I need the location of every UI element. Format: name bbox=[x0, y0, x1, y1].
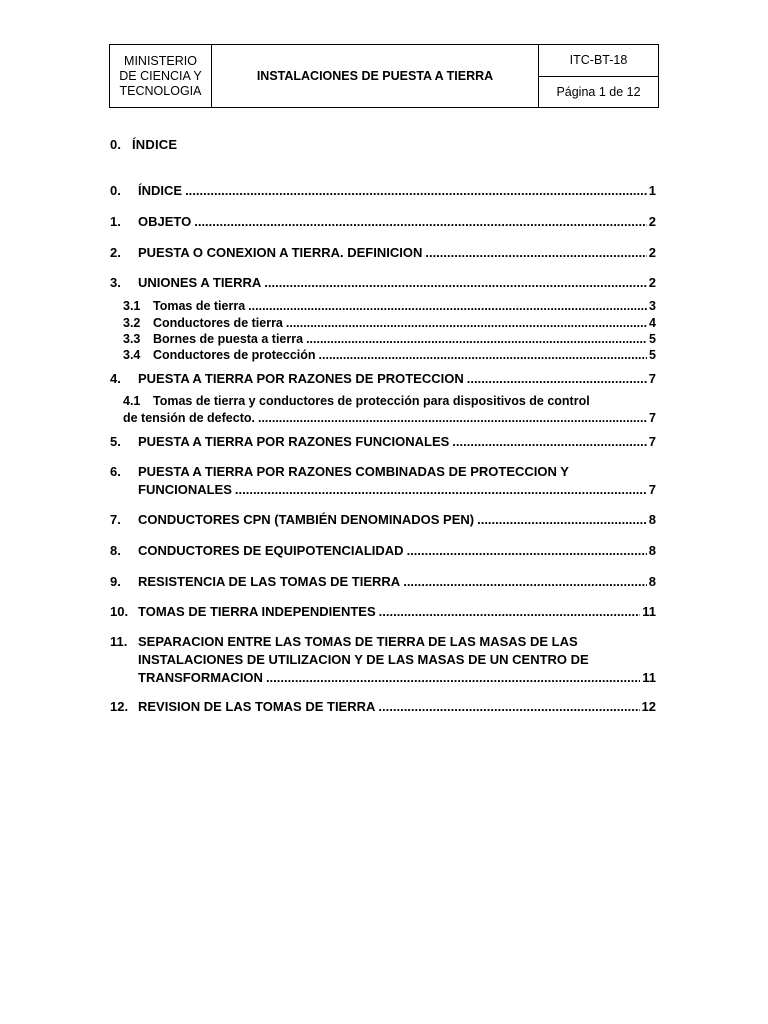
toc-entry[interactable] bbox=[110, 463, 656, 499]
toc-label: CONDUCTORES DE EQUIPOTENCIALIDAD bbox=[138, 543, 404, 558]
toc-label: TOMAS DE TIERRA INDEPENDIENTES bbox=[138, 604, 376, 619]
toc-page: 2 bbox=[648, 214, 656, 229]
toc-leader bbox=[378, 698, 639, 716]
toc-number: 6. bbox=[110, 464, 121, 479]
toc-label: Tomas de tierra bbox=[153, 299, 246, 313]
toc-leader bbox=[319, 347, 648, 364]
toc-label: SEPARACION ENTRE LAS TOMAS DE TIERRA DE LAS MASAS DE LAS bbox=[138, 634, 578, 649]
document-meta bbox=[539, 45, 658, 107]
toc-entry[interactable] bbox=[110, 573, 656, 591]
toc-page: 5 bbox=[649, 348, 656, 362]
toc-page: 12 bbox=[641, 699, 656, 714]
toc-number: 4.1 bbox=[123, 394, 141, 408]
toc-number: 0. bbox=[110, 183, 121, 198]
toc-leader bbox=[467, 370, 647, 388]
toc-entry[interactable] bbox=[110, 511, 656, 529]
toc-label: CONDUCTORES CPN (TAMBIÉN DENOMINADOS PEN) bbox=[138, 512, 475, 527]
toc-page: 2 bbox=[648, 245, 656, 260]
toc-page: 11 bbox=[642, 604, 656, 619]
toc-number: 5. bbox=[110, 434, 121, 449]
toc-page: 7 bbox=[648, 434, 656, 449]
toc-leader bbox=[235, 481, 647, 499]
toc-entry[interactable] bbox=[110, 603, 656, 621]
toc-number: 7. bbox=[110, 512, 121, 527]
toc-label: OBJETO bbox=[138, 214, 192, 229]
toc-label: Conductores de tierra bbox=[153, 316, 283, 330]
toc-leader bbox=[266, 669, 640, 687]
toc-number: 3.4 bbox=[123, 348, 141, 362]
toc-page: 8 bbox=[648, 574, 656, 589]
toc-entry[interactable] bbox=[110, 433, 656, 451]
toc-entry[interactable] bbox=[110, 182, 656, 200]
toc-leader bbox=[248, 298, 647, 315]
toc-number: 2. bbox=[110, 245, 121, 260]
toc-number: 3.3 bbox=[123, 332, 141, 346]
toc-page: 7 bbox=[649, 411, 656, 425]
toc-label: PUESTA A TIERRA POR RAZONES COMBINADAS DE PROTECCION Y bbox=[138, 464, 569, 479]
toc-number: 11. bbox=[110, 634, 128, 649]
toc-label: ÍNDICE bbox=[138, 183, 183, 198]
toc-entry[interactable] bbox=[110, 213, 656, 231]
toc-entry[interactable] bbox=[110, 542, 656, 560]
toc-entry[interactable] bbox=[110, 370, 656, 388]
page-indicator: Página 1 de 12 bbox=[556, 84, 641, 99]
toc-number: 9. bbox=[110, 574, 121, 589]
toc-number: 8. bbox=[110, 543, 121, 558]
toc-page: 2 bbox=[648, 275, 656, 290]
toc-label: PUESTA O CONEXION A TIERRA. DEFINICION bbox=[138, 245, 423, 260]
toc-leader bbox=[258, 410, 647, 427]
toc-leader bbox=[379, 603, 641, 621]
document-header bbox=[109, 44, 659, 108]
toc-page: 7 bbox=[648, 482, 656, 497]
toc-page: 3 bbox=[649, 299, 656, 313]
index-heading bbox=[110, 137, 177, 152]
toc-subentry[interactable] bbox=[123, 298, 656, 315]
ministry-cell bbox=[110, 45, 212, 107]
index-heading-title: ÍNDICE bbox=[132, 137, 178, 152]
ministry-line-1: MINISTERIO bbox=[124, 53, 197, 68]
toc-page: 1 bbox=[648, 183, 656, 198]
toc-leader bbox=[407, 542, 647, 560]
toc-label-continued: INSTALACIONES DE UTILIZACION Y DE LAS MASAS DE UN CENTRO DE bbox=[138, 652, 589, 667]
toc-leader bbox=[452, 433, 646, 451]
toc-label: REVISION DE LAS TOMAS DE TIERRA bbox=[138, 699, 376, 714]
toc-label-continued: FUNCIONALES bbox=[138, 482, 232, 497]
toc-page: 4 bbox=[649, 316, 656, 330]
toc-page: 7 bbox=[648, 371, 656, 386]
toc-leader bbox=[185, 182, 647, 200]
toc-page: 8 bbox=[648, 543, 656, 558]
toc-leader bbox=[425, 244, 646, 262]
toc-subentry[interactable] bbox=[123, 331, 656, 348]
toc-label: RESISTENCIA DE LAS TOMAS DE TIERRA bbox=[138, 574, 401, 589]
document-code: ITC-BT-18 bbox=[539, 45, 658, 77]
toc-subentry[interactable] bbox=[123, 315, 656, 332]
toc-leader bbox=[306, 331, 647, 348]
toc-subentry[interactable] bbox=[123, 347, 656, 364]
toc-leader bbox=[286, 315, 647, 332]
toc-number: 3.2 bbox=[123, 316, 141, 330]
toc-number: 1. bbox=[110, 214, 121, 229]
toc-entry[interactable] bbox=[110, 274, 656, 292]
toc-subentry[interactable] bbox=[123, 393, 656, 427]
ministry-line-3: TECNOLOGIA bbox=[119, 83, 202, 98]
toc-leader bbox=[264, 274, 647, 292]
index-heading-number: 0. bbox=[110, 137, 122, 152]
toc-label: Tomas de tierra y conductores de protección para dispositivos de control bbox=[153, 394, 590, 408]
toc-label-continued: de tensión de defecto. bbox=[123, 411, 255, 425]
toc-label: UNIONES A TIERRA bbox=[138, 275, 262, 290]
toc-leader bbox=[194, 213, 647, 231]
document-title: INSTALACIONES DE PUESTA A TIERRA bbox=[212, 45, 539, 107]
toc-page: 5 bbox=[649, 332, 656, 346]
toc-entry[interactable] bbox=[110, 244, 656, 262]
toc-number: 3.1 bbox=[123, 299, 141, 313]
toc-number: 10. bbox=[110, 604, 129, 619]
toc-number: 4. bbox=[110, 371, 121, 386]
toc-label: Bornes de puesta a tierra bbox=[153, 332, 304, 346]
toc-number: 3. bbox=[110, 275, 121, 290]
toc-number: 12. bbox=[110, 699, 129, 714]
toc-page: 11 bbox=[642, 670, 656, 685]
toc-leader bbox=[403, 573, 647, 591]
toc-page: 8 bbox=[648, 512, 656, 527]
ministry-line-2: DE CIENCIA Y bbox=[119, 68, 202, 83]
toc-label: PUESTA A TIERRA POR RAZONES DE PROTECCION bbox=[138, 371, 464, 386]
toc-entry[interactable] bbox=[110, 633, 656, 687]
toc-label-continued: TRANSFORMACION bbox=[138, 670, 263, 685]
toc-label: PUESTA A TIERRA POR RAZONES FUNCIONALES bbox=[138, 434, 450, 449]
toc-leader bbox=[477, 511, 647, 529]
toc-label: Conductores de protección bbox=[153, 348, 316, 362]
toc-entry[interactable] bbox=[110, 698, 656, 716]
